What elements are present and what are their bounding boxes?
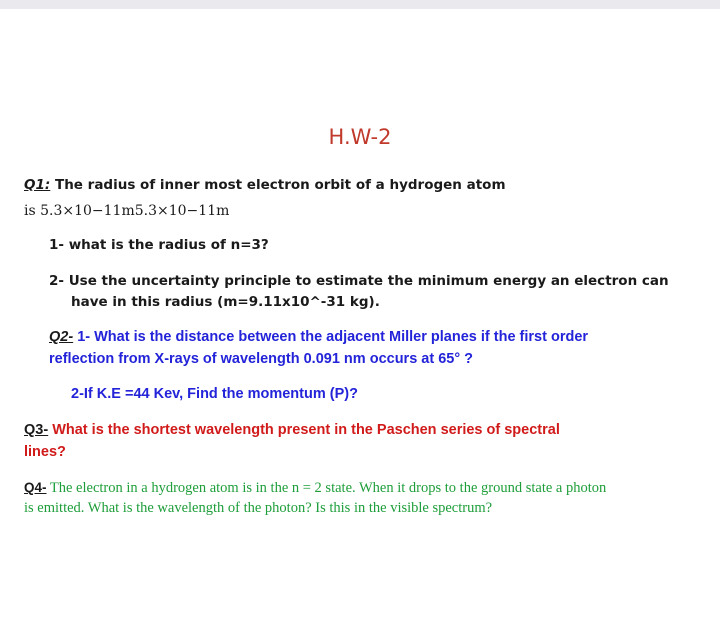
q4-line-2: is emitted. What is the wavelength of the photon? Is this in the visible spectrum? — [24, 500, 493, 516]
q2-line-1 — [49, 329, 588, 345]
q1-line-2: is 5.3×10−11m5.3×10−11m — [24, 203, 230, 219]
q1-subquestion-2-line-2: have in this radius (m=9.11x10^-31 kg). — [71, 294, 380, 310]
q3-line-1 — [24, 422, 560, 438]
q3-line-2: lines? — [24, 444, 66, 460]
top-bar — [0, 0, 720, 9]
q1-subquestion-1: 1- what is the radius of n=3? — [49, 237, 269, 253]
q3-text-1: What is the shortest wavelength present in the Paschen series of spectral — [48, 422, 560, 438]
q4-line-1 — [24, 480, 606, 497]
q4-text-1: The electron in a hydrogen atom is in the n = 2 state. When it drops to the ground state a photon — [46, 480, 607, 496]
q1-line-1 — [24, 177, 506, 193]
q1-subquestion-2-line-1: 2- Use the uncertainty principle to estimate the minimum energy an electron can — [49, 273, 669, 289]
q1-label: Q1: — [24, 177, 51, 193]
page-title: H.W-2 — [328, 125, 392, 149]
q1-text-1: The radius of inner most electron orbit of a hydrogen atom — [50, 177, 506, 193]
q4-label: Q4- — [24, 480, 47, 495]
q2-subquestion-2: 2-If K.E =44 Kev, Find the momentum (P)? — [71, 386, 358, 402]
q2-text-1: 1- What is the distance between the adjacent Miller planes if the first order — [73, 329, 589, 345]
q2-line-2: reflection from X-rays of wavelength 0.091 nm occurs at 65° ? — [49, 351, 474, 367]
q2-label: Q2- — [49, 329, 74, 345]
document-page — [0, 9, 720, 618]
q3-label: Q3- — [24, 422, 49, 438]
